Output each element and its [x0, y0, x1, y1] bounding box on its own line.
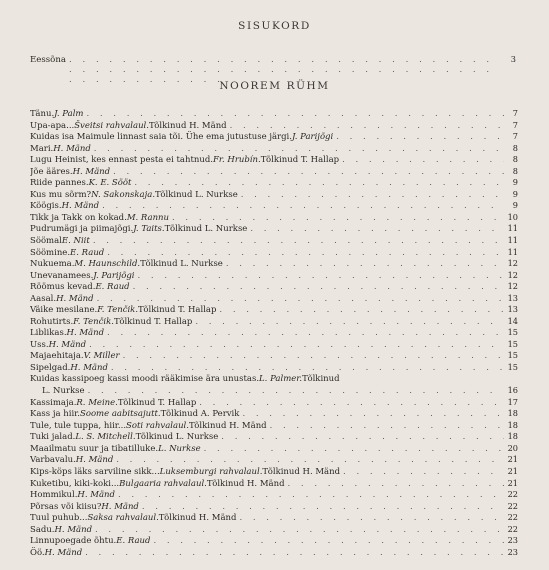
foreword-title: Eessõna [30, 55, 67, 65]
leader-dots [94, 294, 504, 305]
entry-author: E. Niit [61, 236, 90, 247]
entry-author: H. Mänd [70, 363, 108, 374]
entry-title: Tänu. [30, 109, 55, 119]
toc-entry [30, 143, 518, 155]
entry-author: H. Mänd [77, 490, 115, 501]
toc-entry [30, 478, 518, 490]
entry-page-number: 22 [507, 500, 518, 511]
foreword-entry [30, 54, 516, 70]
entry-title: Unevanamees. [30, 270, 94, 281]
toc-entry [30, 489, 518, 501]
entry-author: L. S. Mitchell. [75, 432, 136, 443]
leader-dots [192, 317, 504, 328]
entry-page-number: 22 [507, 523, 518, 534]
entry-author: M. Rannu [126, 212, 170, 223]
toc-entry [30, 454, 518, 466]
leader-dots [285, 479, 504, 490]
entry-page-number: 18 [507, 408, 518, 419]
entry-author: E. Raud [70, 247, 105, 258]
entry-title: Kuketibu, kiki-koki... [30, 478, 120, 489]
entry-page-number: 11 [507, 246, 518, 257]
entry-page-number: 12 [507, 281, 518, 292]
contents-heading: SISUKORD [238, 20, 311, 32]
entry-title: Sadu. [30, 524, 55, 535]
entry-translator: Tõlkinud H. Mänd [158, 513, 237, 524]
leader-dots [108, 363, 504, 374]
entry-author: H. Mänd [66, 328, 105, 339]
toc-entry [30, 350, 518, 362]
entry-author: R. Meine. [76, 397, 118, 408]
entry-author: Šveitsi rahvalaul. [74, 120, 149, 131]
entry-author: F. Tenčik. [97, 305, 139, 316]
toc-entry [30, 270, 518, 282]
entry-page-number: 14 [507, 315, 518, 326]
entry-title: Söömine. [30, 247, 71, 258]
entry-title: Kus mu sõrm? [30, 189, 92, 200]
entry-author: Soome aabitsajutt. [80, 409, 161, 420]
entry-title: Liblikas. [30, 328, 67, 339]
toc-entry [30, 535, 518, 547]
toc-list [30, 108, 518, 558]
entry-translator: Tõlkinud H. Mänd [188, 420, 267, 431]
entry-page-number: 8 [512, 154, 518, 165]
entry-title: Sipelgad. [30, 363, 71, 374]
entry-title: Lugu Heinist, kes ennast pesta ei tahtnud. [30, 155, 213, 166]
leader-dots [201, 444, 504, 455]
entry-title: Linnupoegade õhtu. [30, 536, 117, 547]
entry-page-number: 9 [512, 188, 518, 199]
entry-page-number: 9 [512, 177, 518, 188]
entry-author: H. Mänd [101, 501, 139, 512]
entry-page-number: 12 [507, 258, 518, 269]
entry-author: H. Mänd [72, 166, 111, 177]
toc-entry [30, 304, 518, 316]
entry-author: J. Palm [54, 109, 84, 119]
entry-author: H. Mänd [61, 201, 100, 212]
leader-dots [110, 167, 504, 178]
entry-author: J. Taits. [133, 224, 165, 235]
entry-translator: Tõlkinud T. Hallap [260, 155, 340, 166]
leader-dots [130, 282, 504, 293]
entry-page-number: 13 [507, 292, 518, 303]
entry-title: Kass ja hiir. [30, 409, 80, 420]
leader-dots [218, 432, 504, 443]
toc-entry [30, 385, 518, 397]
entry-page-number: 21 [507, 465, 518, 476]
entry-page-number: 21 [507, 477, 518, 488]
toc-entry [30, 189, 518, 201]
entry-author: E. Raud [95, 282, 130, 293]
entry-title: Kuidas isa Maimule linnast saia tõi. Ühe ema jutustuse järgi. [30, 132, 292, 143]
leader-dots [150, 536, 504, 547]
entry-title: Tuki jalad. [30, 432, 76, 443]
entry-title: Varbavalu. [30, 455, 76, 466]
entry-author: H. Mänd [53, 143, 91, 154]
entry-page-number: 15 [507, 338, 518, 349]
entry-page-number: 10 [507, 211, 518, 222]
entry-title: Tikk ja Takk on kokad. [30, 212, 127, 223]
leader-dots [99, 201, 504, 212]
entry-page-number: 8 [512, 142, 518, 153]
toc-entry [30, 223, 518, 235]
leader-dots [84, 109, 505, 120]
entry-author: Saksa rahvalaul. [87, 513, 159, 524]
leader-dots [90, 236, 504, 247]
entry-page-number: 12 [507, 269, 518, 280]
entry-page-number: 9 [512, 200, 518, 211]
entry-page-number: 15 [507, 362, 518, 373]
entry-title: Tuul puhub... [30, 513, 88, 524]
entry-author: Bulgaaria rahvalaul. [119, 478, 207, 489]
toc-entry [30, 108, 518, 120]
entry-title: Kips-köps läks sarviline sikk... [30, 466, 160, 477]
toc-entry [30, 339, 518, 351]
toc-entry [30, 281, 518, 293]
toc-entry [30, 166, 518, 178]
toc-entry [30, 154, 518, 166]
entry-author: K. E. Sööt [88, 178, 132, 189]
leader-dots [339, 155, 504, 166]
toc-entry [30, 177, 518, 189]
toc-entry [30, 131, 518, 143]
entry-title: L. Nurkse [42, 386, 85, 397]
entry-title: Upa-apa... [30, 120, 75, 131]
toc-entry [30, 374, 518, 386]
entry-page-number: 23 [507, 546, 518, 557]
foreword-page: 3 [510, 54, 516, 64]
leader-dots [238, 190, 504, 201]
entry-translator: Tõlkinud A. Pervik [160, 409, 240, 420]
toc-entry [30, 235, 518, 247]
leader-dots [104, 328, 504, 339]
entry-author: Luksemburgi rahvalaul. [159, 466, 263, 477]
entry-page-number: 11 [507, 235, 518, 246]
toc-entry [30, 512, 518, 524]
toc-entry [30, 501, 518, 513]
entry-title: Kuidas kassipoeg kassi moodi rääkimise ära unustas. [30, 373, 260, 384]
entry-author: M. Haunschild. [74, 259, 141, 270]
entry-author: H. Mänd [44, 547, 83, 558]
entry-page-number: 13 [507, 304, 518, 315]
entry-page-number: 15 [507, 327, 518, 338]
toc-entry [30, 120, 518, 132]
entry-title: Tule, tule tuppa, hiir... [30, 420, 127, 431]
entry-translator: Tõlkinud [302, 373, 340, 384]
entry-author: J. Parijõgi [93, 270, 135, 281]
entry-translator: Tõlkinud H. Mänd [262, 466, 341, 477]
entry-translator: Tõlkinud H. Mänd [206, 478, 285, 489]
toc-entry [30, 200, 518, 212]
toc-entry [30, 420, 518, 432]
entry-page-number: 11 [507, 223, 518, 234]
entry-title: Köögis. [30, 201, 62, 212]
entry-author: F. Tenčik. [73, 316, 114, 327]
entry-page-number: 21 [507, 454, 518, 465]
toc-entry [30, 293, 518, 305]
entry-title: Rohutirts. [30, 316, 74, 327]
entry-page-number: 22 [507, 489, 518, 500]
leader-dots [104, 248, 504, 259]
entry-translator: Tõlkinud T. Hallap [138, 305, 217, 316]
toc-entry [30, 247, 518, 259]
leader-dots [86, 340, 504, 351]
entry-author: H. Mänd [75, 455, 114, 466]
leader-dots [236, 513, 504, 524]
entry-translator: Tõlkinud L. Nurkse [135, 432, 219, 443]
entry-title: Hommikul. [30, 490, 78, 501]
entry-translator: Tõlkinud L. Nurkse [155, 189, 238, 200]
toc-entry [30, 524, 518, 536]
entry-author: J. Parijõgi [291, 132, 334, 143]
entry-title: Öö. [30, 547, 45, 558]
entry-page-number: 16 [507, 385, 518, 396]
entry-author: L. Nurkse [158, 443, 201, 454]
entry-title: Maailmatu suur ja tibatilluke. [30, 443, 159, 454]
leader-dots [267, 421, 504, 432]
entry-title: Uss. [30, 339, 49, 350]
entry-page-number: 23 [507, 535, 518, 546]
entry-author: N. Sakonskaja. [91, 189, 156, 200]
entry-page-number: 20 [507, 442, 518, 453]
toc-entry [30, 431, 518, 443]
entry-page-number: 7 [512, 108, 518, 118]
leader-dots [169, 213, 504, 224]
entry-author: Fr. Hrubín. [212, 155, 261, 166]
entry-author: H. Mänd [56, 293, 94, 304]
entry-author: V. Miller [83, 351, 120, 362]
entry-page-number: 15 [507, 350, 518, 361]
leader-dots [227, 121, 504, 132]
entry-page-number: 8 [512, 165, 518, 176]
toc-entry [30, 408, 518, 420]
leader-dots [113, 455, 504, 466]
entry-page-number: 22 [507, 512, 518, 523]
entry-title: Söömal [30, 236, 62, 247]
leader-dots [92, 525, 504, 536]
entry-translator: Tõlkinud T. Hallap [113, 316, 193, 327]
toc-entry [30, 397, 518, 409]
entry-title: Väike mesilane. [30, 305, 98, 316]
entry-author: Soti rahvalaul. [126, 420, 189, 431]
toc-entry [30, 547, 518, 559]
leader-dots [340, 467, 504, 478]
leader-dots [333, 132, 504, 143]
entry-translator: Tõlkinud L. Nurkse [164, 224, 248, 235]
toc-entry [30, 212, 518, 224]
toc-entry [30, 443, 518, 455]
toc-entry [30, 327, 518, 339]
entry-author: E. Raud [116, 536, 151, 547]
entry-translator: Tõlkinud L. Nurkse [140, 259, 223, 270]
entry-title: Röömus kevad. [30, 282, 96, 293]
entry-title: Põrsas või kiisu? [30, 501, 102, 512]
entry-title: Nukuema. [30, 259, 75, 270]
entry-title: Jõe ääres. [30, 166, 73, 177]
toc-entry [30, 258, 518, 270]
leader-dots [120, 351, 504, 362]
leader-dots [247, 224, 504, 235]
leader-dots [196, 398, 504, 409]
entry-title: Riide pannes. [30, 178, 89, 189]
entry-title: Aasal. [30, 293, 57, 304]
leader-dots [115, 490, 504, 501]
entry-page-number: 18 [507, 419, 518, 430]
entry-translator: Tõlkinud H. Mänd [148, 120, 227, 131]
leader-dots [91, 144, 504, 155]
section-heading: NOOREM RÜHM [219, 80, 330, 92]
entry-translator: Tõlkinud T. Hallap [117, 397, 197, 408]
entry-title: Kassimaja. [30, 397, 77, 408]
entry-title: Mari. [30, 143, 54, 154]
entry-page-number: 18 [507, 431, 518, 442]
toc-entry [30, 362, 518, 374]
leader-dots [131, 178, 504, 189]
entry-author: L. Palmer. [259, 373, 303, 384]
entry-title: Pudrumägi ja piimajõgi. [30, 224, 134, 235]
entry-page-number: 7 [512, 119, 518, 130]
toc-entry [30, 316, 518, 328]
entry-author: H. Mänd [48, 339, 87, 350]
leader-dots [85, 386, 504, 397]
leader-dots [216, 305, 504, 316]
leader-dots [139, 502, 504, 513]
leader-dots [223, 259, 504, 270]
entry-author: H. Mänd [54, 524, 93, 535]
leader-dots [239, 409, 504, 420]
leader-dots [82, 548, 504, 559]
leader-dots [135, 271, 504, 282]
entry-page-number: 17 [507, 396, 518, 407]
entry-title: Majaehitaja. [30, 351, 84, 362]
entry-page-number: 7 [512, 131, 518, 142]
toc-entry [30, 466, 518, 478]
